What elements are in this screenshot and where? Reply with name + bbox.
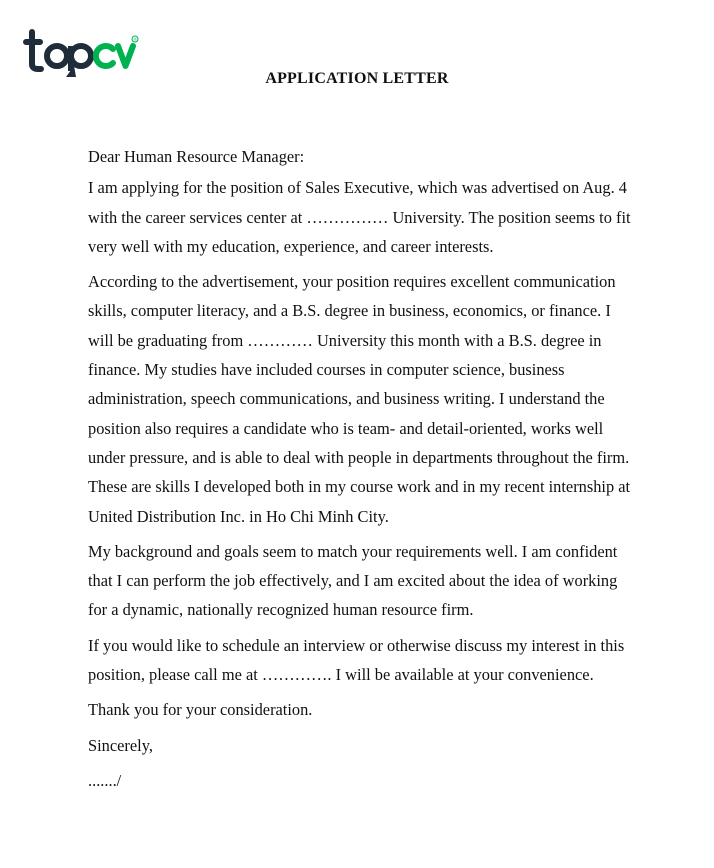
paragraph-line: position, please call me at …………. I will be available at your convenience. bbox=[88, 665, 594, 685]
closing-line: Sincerely, bbox=[88, 735, 153, 755]
document-title: APPLICATION LETTER bbox=[265, 70, 449, 87]
greeting: Dear Human Resource Manager: bbox=[88, 147, 305, 166]
paragraph-3 bbox=[88, 537, 668, 625]
paragraph-line: will be graduating from ………… University this month with a B.S. degree in bbox=[88, 330, 602, 350]
paragraph-line: United Distribution Inc. in Ho Chi Minh City. bbox=[88, 506, 389, 526]
thanks-line: Thank you for your consideration. bbox=[88, 700, 313, 720]
paragraph-line: administration, speech communications, and business writing. I understand the bbox=[88, 389, 605, 409]
paragraph-line: for a dynamic, nationally recognized human resource firm. bbox=[88, 600, 474, 620]
paragraph-line: position also requires a candidate who is team- and detail-oriented, works well bbox=[88, 418, 604, 438]
signature-line: ......./ bbox=[88, 770, 122, 790]
paragraph-1 bbox=[88, 173, 668, 261]
paragraph-line: According to the advertisement, your position requires excellent communication bbox=[88, 272, 616, 292]
paragraph-line: If you would like to schedule an interview or otherwise discuss my interest in this bbox=[88, 635, 625, 655]
paragraph-line: very well with my education, experience, and career interests. bbox=[88, 236, 494, 256]
paragraph-line: skills, computer literacy, and a B.S. degree in business, economics, or finance. I bbox=[88, 301, 611, 321]
paragraphs bbox=[88, 173, 668, 689]
paragraph-4 bbox=[88, 631, 668, 690]
paragraph-line: under pressure, and is able to deal with people in departments throughout the firm. bbox=[88, 447, 630, 467]
paragraph-line: These are skills I developed both in my course work and in my recent internship at bbox=[88, 477, 631, 497]
paragraph-line: My background and goals seem to match your requirements well. I am confident bbox=[88, 541, 618, 561]
paragraph-line: finance. My studies have included courses in computer science, business bbox=[88, 360, 565, 380]
trademark-mark: ® bbox=[133, 36, 137, 42]
paragraph-line: that I can perform the job effectively, and I am excited about the idea of working bbox=[88, 571, 618, 591]
paragraph-line: with the career services center at …………… University. The position seems to fit bbox=[88, 207, 631, 227]
paragraph-line: I am applying for the position of Sales Executive, which was advertised on Aug. 4 bbox=[88, 178, 627, 198]
letter-body bbox=[88, 142, 668, 801]
paragraph-2 bbox=[88, 267, 668, 531]
